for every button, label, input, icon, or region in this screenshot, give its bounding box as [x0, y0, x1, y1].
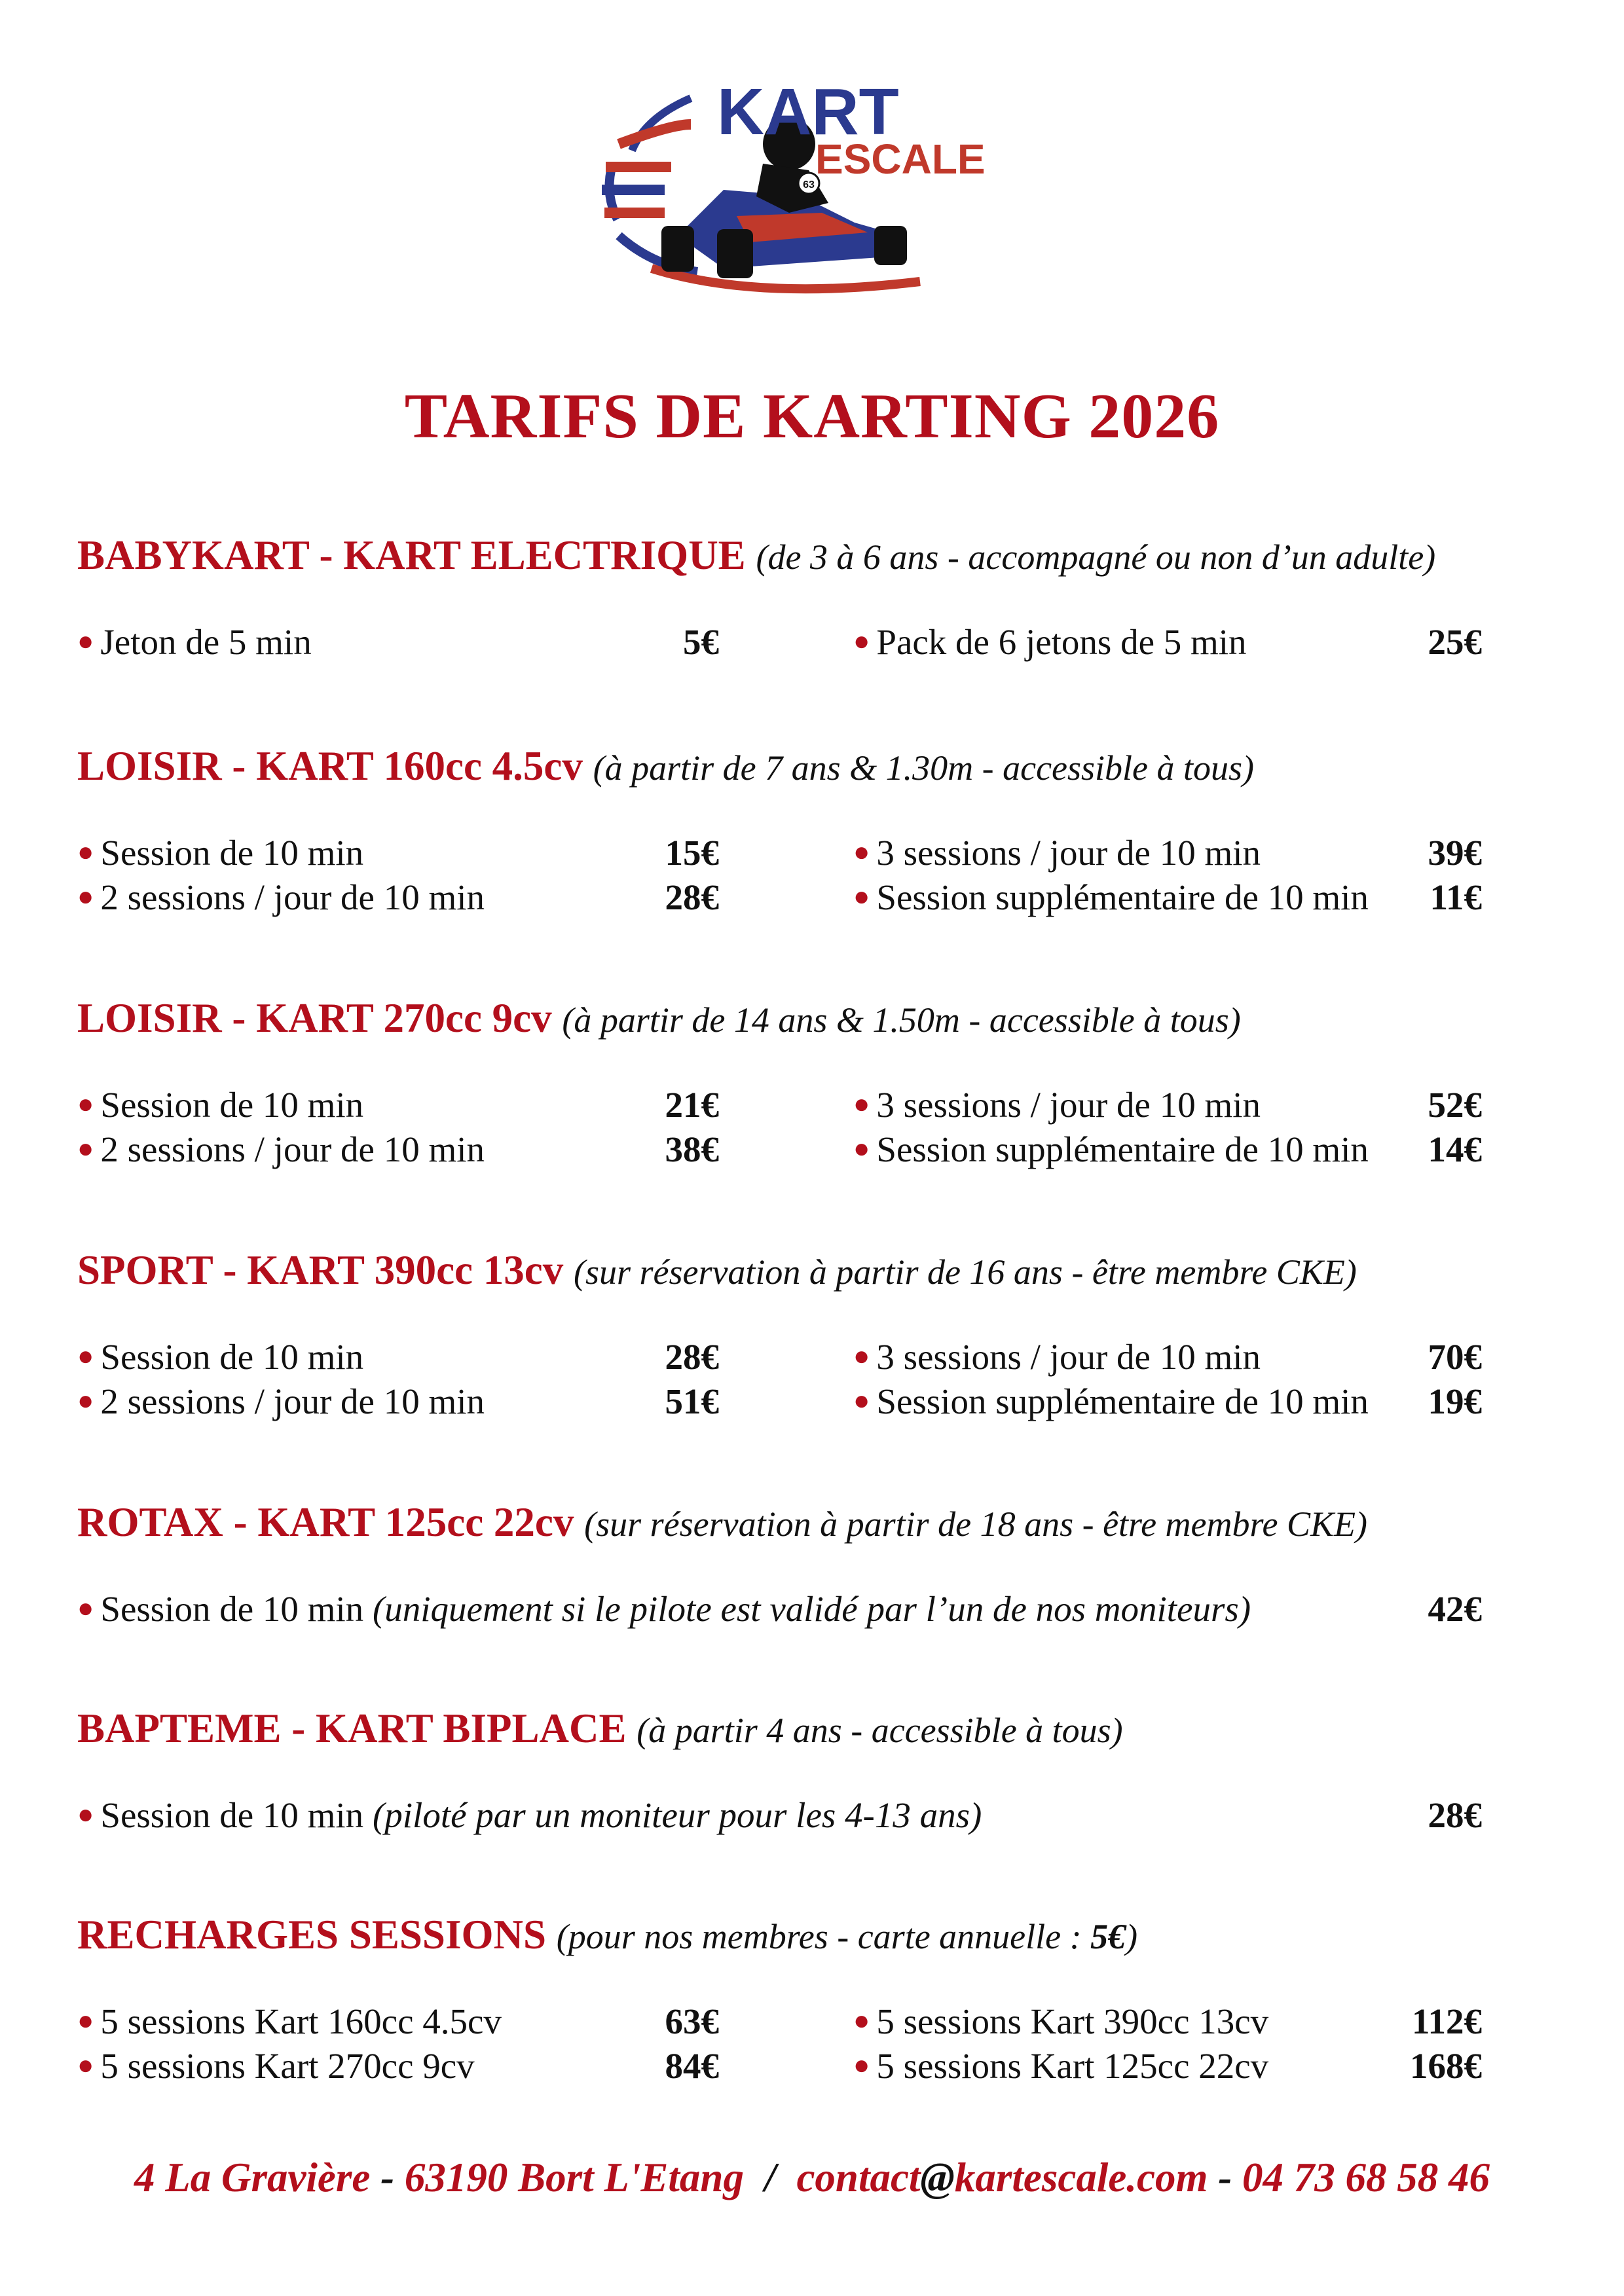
- price-item-label: ● 5 sessions Kart 125cc 22cv: [853, 2046, 1269, 2086]
- price-item-label: ● Session de 10 min: [77, 833, 364, 873]
- bullet-icon: ●: [853, 1341, 870, 1372]
- page-title: TARIFS DE KARTING 2026: [404, 381, 1220, 452]
- section-name: BABYKART - KART ELECTRIQUE: [77, 532, 746, 578]
- price-item-label: ● Session supplémentaire de 10 min: [853, 1129, 1369, 1169]
- bullet-icon: ●: [77, 1386, 94, 1416]
- price-value: 25€: [1428, 622, 1482, 662]
- price-row: [77, 1127, 1518, 1172]
- price-item-label: ● 5 sessions Kart 160cc 4.5cv: [77, 2001, 502, 2041]
- price-row: [77, 1793, 1518, 1838]
- bullet-icon: ●: [77, 837, 94, 867]
- section-babykart: [77, 529, 1518, 665]
- price-item-label: ● 3 sessions / jour de 10 min: [853, 1337, 1261, 1377]
- bullet-icon: ●: [77, 1800, 94, 1830]
- section-bapteme-biplace: [77, 1702, 1518, 1838]
- price-value: 14€: [1428, 1129, 1482, 1169]
- price-value: 38€: [665, 1129, 719, 1169]
- price-value: 28€: [665, 877, 719, 917]
- section-loisir-160: [77, 740, 1518, 920]
- section-name: RECHARGES SESSIONS: [77, 1912, 547, 1958]
- price-row: [77, 2044, 1518, 2088]
- price-row: [77, 875, 1518, 920]
- price-item-label: ● Session de 10 min (piloté par un moniteur pour les 4-13 ans): [77, 1795, 982, 1835]
- email-link[interactable]: contact@kartescale.com: [796, 2155, 1208, 2200]
- city: 63190 Bort L'Etang: [404, 2155, 744, 2200]
- price-value: 51€: [665, 1381, 719, 1421]
- price-row: [77, 620, 1518, 665]
- price-list: [77, 831, 1518, 920]
- section-note: (sur réservation à partir de 16 ans - être membre CKE): [573, 1252, 1357, 1292]
- price-item-label: ● 2 sessions / jour de 10 min: [77, 877, 485, 917]
- price-value: 5€: [683, 622, 719, 662]
- section-name: LOISIR - KART 160cc 4.5cv: [77, 743, 583, 789]
- bullet-icon: ●: [853, 837, 870, 867]
- price-item-label: ● Session de 10 min: [77, 1337, 364, 1377]
- price-value: 39€: [1428, 833, 1482, 873]
- price-list: [77, 1999, 1518, 2088]
- price-item-detail: (uniquement si le pilote est validé par l’un de nos moniteurs): [372, 1589, 1251, 1629]
- price-value: 70€: [1428, 1337, 1482, 1377]
- price-value: 112€: [1412, 2001, 1482, 2041]
- price-item-label: ● Session supplémentaire de 10 min: [853, 1381, 1369, 1421]
- kart-escale-logo: [593, 72, 1038, 308]
- price-value: 11€: [1430, 877, 1482, 917]
- price-list: [77, 620, 1518, 665]
- price-value: 42€: [1428, 1589, 1482, 1629]
- bullet-icon: ●: [853, 2050, 870, 2081]
- price-value: 19€: [1428, 1381, 1482, 1421]
- svg-text:KART: KART: [717, 75, 899, 149]
- price-item-label: ● 2 sessions / jour de 10 min: [77, 1129, 485, 1169]
- bullet-icon: ●: [77, 627, 94, 657]
- section-heading: [77, 1908, 1518, 1963]
- address: 4 La Gravière: [134, 2155, 371, 2200]
- section-note: (de 3 à 6 ans - accompagné ou non d’un adulte): [756, 538, 1436, 577]
- section-recharges: [77, 1908, 1518, 2088]
- bullet-icon: ●: [853, 882, 870, 912]
- price-item-label: ● Session de 10 min: [77, 1085, 364, 1125]
- price-item-label: ● 5 sessions Kart 390cc 13cv: [853, 2001, 1269, 2041]
- section-note: (à partir 4 ans - accessible à tous): [637, 1711, 1123, 1750]
- section-name: BAPTEME - KART BIPLACE: [77, 1705, 627, 1751]
- price-value: 84€: [665, 2046, 719, 2086]
- bullet-icon: ●: [77, 1341, 94, 1372]
- price-value: 52€: [1428, 1085, 1482, 1125]
- price-value: 28€: [665, 1337, 719, 1377]
- section-name: ROTAX - KART 125cc 22cv: [77, 1499, 574, 1545]
- logo-graphic: [593, 72, 1038, 308]
- price-value: 21€: [665, 1085, 719, 1125]
- price-row: [77, 1379, 1518, 1424]
- bullet-icon: ●: [77, 1134, 94, 1164]
- bullet-icon: ●: [77, 1089, 94, 1120]
- section-heading: [77, 1496, 1518, 1550]
- section-heading: [77, 1702, 1518, 1757]
- contact-footer: 4 La Gravière - 63190 Bort L'Etang / contact@kartescale.com - 04 73 68 58 46: [134, 2155, 1490, 2200]
- svg-text:ESCALE: ESCALE: [815, 136, 986, 183]
- section-note: (sur réservation à partir de 18 ans - être membre CKE): [584, 1504, 1367, 1544]
- price-list: [77, 1587, 1518, 1631]
- section-loisir-270: [77, 992, 1518, 1172]
- svg-text:63: 63: [803, 179, 815, 191]
- section-note: (à partir de 7 ans & 1.30m - accessible à tous): [593, 748, 1255, 788]
- section-heading: [77, 529, 1518, 583]
- bullet-icon: ●: [77, 2050, 94, 2081]
- bullet-icon: ●: [853, 1386, 870, 1416]
- bullet-icon: ●: [853, 1134, 870, 1164]
- price-row: [77, 831, 1518, 875]
- price-item-label: ● 3 sessions / jour de 10 min: [853, 833, 1261, 873]
- section-name: LOISIR - KART 270cc 9cv: [77, 995, 552, 1041]
- price-item-label: ● Jeton de 5 min: [77, 622, 312, 662]
- price-row: [77, 1587, 1518, 1631]
- price-list: [77, 1335, 1518, 1424]
- section-heading: [77, 1244, 1518, 1298]
- bullet-icon: ●: [853, 2006, 870, 2036]
- price-value: 15€: [665, 833, 719, 873]
- section-name: SPORT - KART 390cc 13cv: [77, 1247, 564, 1293]
- price-item-label: ● 3 sessions / jour de 10 min: [853, 1085, 1261, 1125]
- price-item-label: ● Session supplémentaire de 10 min: [853, 877, 1369, 917]
- section-note: (à partir de 14 ans & 1.50m - accessible à tous): [562, 1000, 1241, 1040]
- price-item-label: ● 2 sessions / jour de 10 min: [77, 1381, 485, 1421]
- price-value: 28€: [1428, 1795, 1482, 1835]
- phone-number[interactable]: 04 73 68 58 46: [1242, 2155, 1490, 2200]
- section-sport-390: [77, 1244, 1518, 1424]
- section-heading: [77, 740, 1518, 794]
- price-value: 63€: [665, 2001, 719, 2041]
- section-rotax-125: [77, 1496, 1518, 1631]
- bullet-icon: ●: [77, 2006, 94, 2036]
- price-item-label: ● Session de 10 min (uniquement si le pilote est validé par l’un de nos moniteurs): [77, 1589, 1251, 1629]
- bullet-icon: ●: [77, 882, 94, 912]
- price-list: [77, 1793, 1518, 1838]
- price-row: [77, 1999, 1518, 2044]
- price-row: [77, 1335, 1518, 1379]
- price-list: [77, 1083, 1518, 1172]
- price-item-detail: (piloté par un moniteur pour les 4-13 ans): [372, 1795, 982, 1835]
- bullet-icon: ●: [77, 1594, 94, 1624]
- bullet-icon: ●: [853, 627, 870, 657]
- price-value: 168€: [1410, 2046, 1482, 2086]
- section-heading: [77, 992, 1518, 1046]
- price-row: [77, 1083, 1518, 1127]
- section-note: (pour nos membres - carte annuelle : 5€): [556, 1917, 1138, 1956]
- price-item-label: ● 5 sessions Kart 270cc 9cv: [77, 2046, 475, 2086]
- price-item-label: ● Pack de 6 jetons de 5 min: [853, 622, 1247, 662]
- bullet-icon: ●: [853, 1089, 870, 1120]
